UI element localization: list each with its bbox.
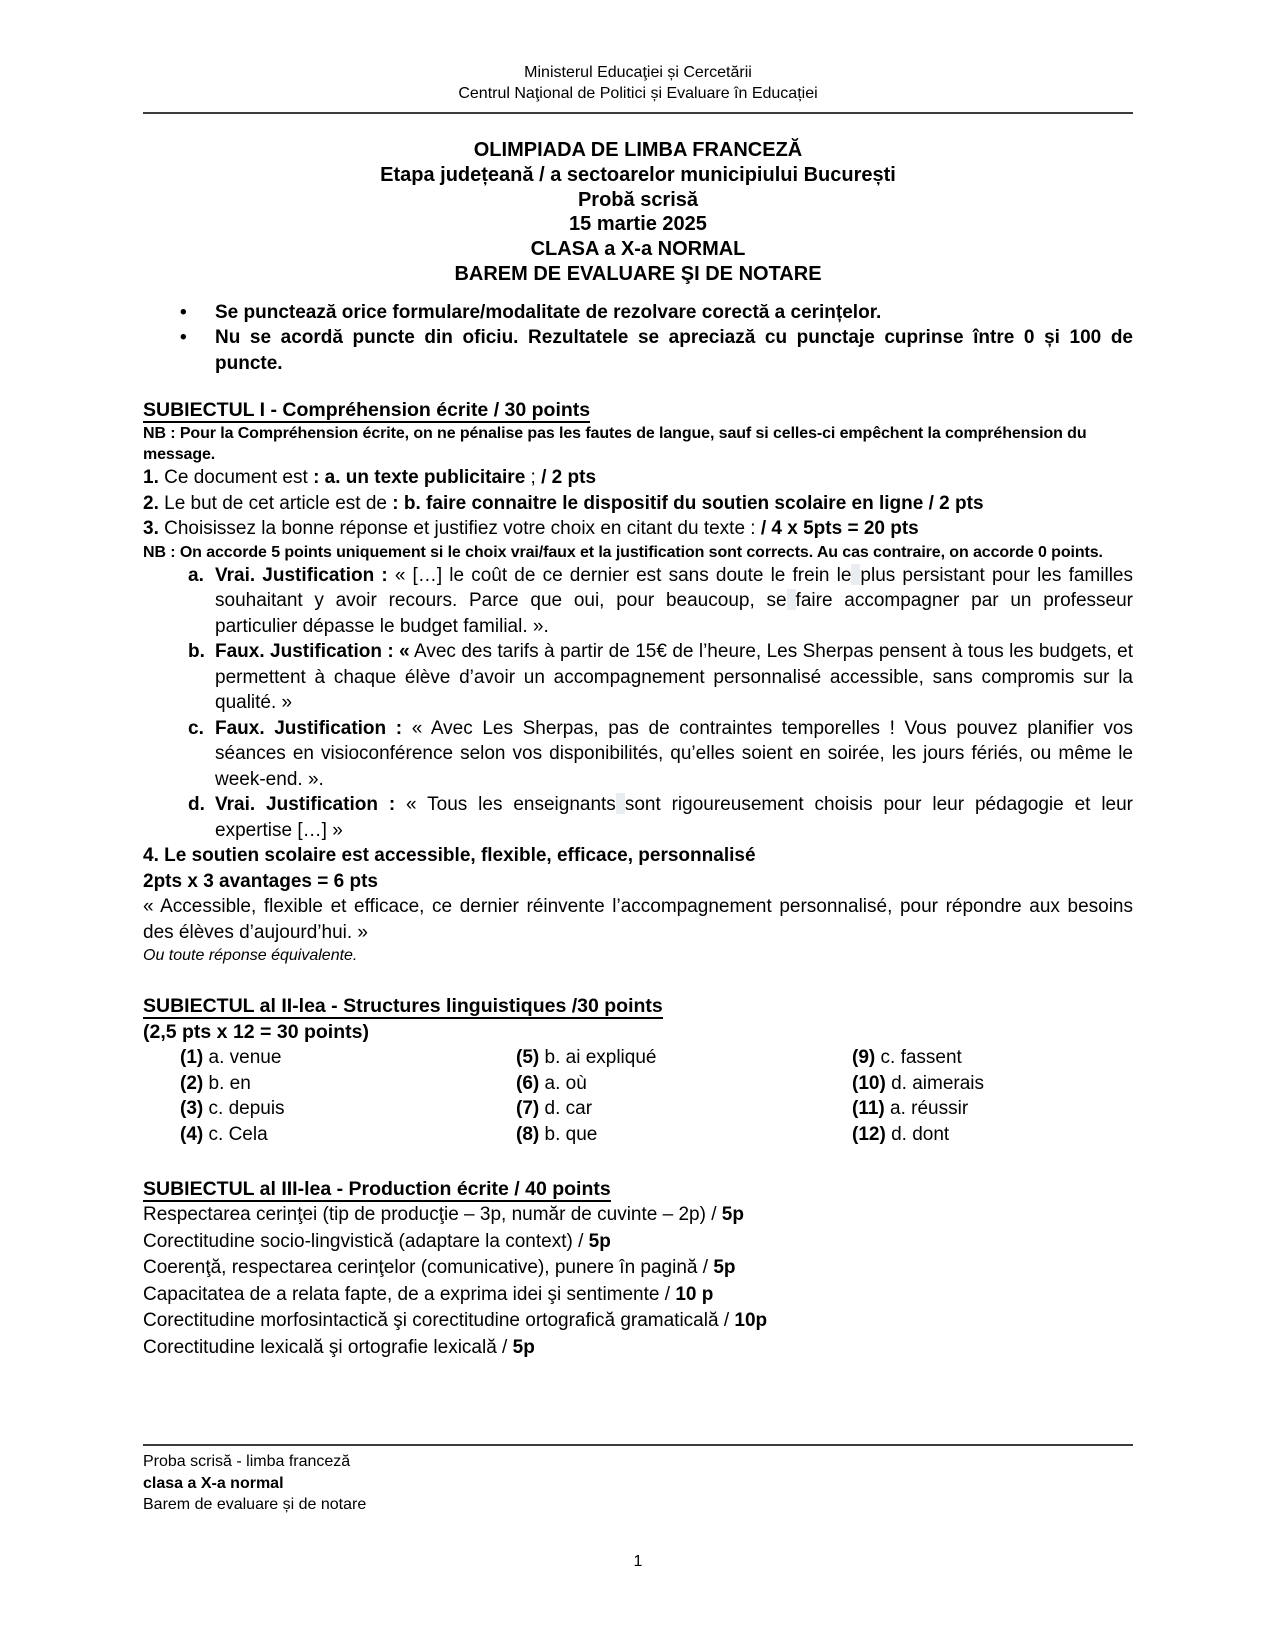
q2-number: 2. [143,492,159,514]
item-a-quote-2: plus persistant pour les familles souhaitant y avoir recours. Parce que oui, pour beaucoup, se [215,564,1133,612]
q1-points: / 2 pts [541,467,597,489]
answer-cell-6: (6) a. où [516,1072,587,1094]
item-b-verdict: Faux. Justification : « [215,641,410,663]
item-a-marker: a. [188,564,204,586]
justification-item-b [143,639,1133,716]
ministry-line-1: Ministerul Educaţiei și Cercetării [524,64,752,81]
justification-item-a [143,563,1133,640]
subject1-q3 [143,516,1133,542]
answer-cell-9: (9) c. fassent [852,1047,962,1069]
footer-line-1: Proba scrisă - limba franceză [143,1453,351,1470]
subject1-heading: SUBIECTUL I - Compréhension écrite / 30 points [143,399,591,422]
subject1-q4-note: Ou toute réponse équivalente. [143,947,358,965]
subject1-nb1: NB : Pour la Compréhension écrite, on ne pénalise pas les fautes de langue, sauf si celles-ci empêchent la compréhension du message. [143,425,1087,464]
rule-text-1: Se punctează orice formulare/modalitate de rezolvare corectă a cerințelor. [215,301,882,323]
item-a-body [215,563,1133,640]
subject1-q2 [143,491,1133,517]
subject1-nb2: NB : On accorde 5 points uniquement si le choix vrai/faux et la justification sont corrects. Au cas contraire, on accorde 0 points. [143,543,1103,561]
answer-cell-5: (5) b. ai expliqué [516,1047,657,1069]
page-footer [143,1444,1133,1516]
page-number: 1 [633,1553,643,1570]
answer-cell-2: (2) b. en [180,1072,251,1094]
title-block [143,138,1133,287]
ministry-header [143,62,1133,104]
highlight-mark [787,589,796,610]
answer-cell-12: (12) d. dont [852,1123,950,1145]
answer-cell-11: (11) a. réussir [852,1098,969,1120]
title-stage: Etapa județeană / a sectoarelor municipiului București [380,163,896,186]
answer-cell-1: (1) a. venue [180,1047,282,1069]
item-b-marker: b. [188,641,205,663]
item-c-verdict: Faux. Justification : [215,717,403,739]
criterion-1: Respectarea cerinţei (tip de producţie – 3p, număr de cuvinte – 2p) / 5p [143,1204,744,1226]
q1-separator: ; [525,467,542,489]
rule-bullet-1 [143,300,1133,326]
item-d-body [215,792,1133,843]
item-a-verdict: Vrai. Justification : [215,564,388,586]
subject1-q4-points: 2pts x 3 avantages = 6 pts [143,870,378,892]
subject2-subheading: (2,5 pts x 12 = 30 points) [143,1021,369,1044]
subject1-q1 [143,465,1133,491]
q2-stem: Le but de cet article est de [158,492,393,514]
item-c-quote: « Avec Les Sherpas, pas de contraintes temporelles ! Vous pouvez planifier vos séances en visioconférence selon vos disponibilités, qu’elles soient en soirée, les jours fériés, ou même le week-end. ». [215,717,1134,790]
footer-line-2: clasa a X-a normal [143,1474,284,1492]
criterion-5: Corectitudine morfosintactică şi corectitudine ortografică gramaticală / 10p [143,1310,768,1332]
criterion-3: Coerenţă, respectarea cerinţelor (comunicative), punere în pagină / 5p [143,1257,736,1279]
rule-text-2: Nu se acordă puncte din oficiu. Rezultatele se apreciază cu punctaje cuprinse între 0 și 100 de puncte. [215,327,1133,374]
subject3-heading: SUBIECTUL al III-lea - Production écrite / 40 points [143,1178,611,1201]
q1-number: 1. [143,467,159,489]
title-proba: Probă scrisă [577,188,699,211]
answer-cell-3: (3) c. depuis [180,1098,285,1120]
bullet-icon: • [180,301,187,323]
item-c-body [215,716,1133,793]
q2-answer: : b. faire connaitre le dispositif du soutien scolaire en ligne / 2 pts [392,492,984,514]
rule-bullet-2 [143,325,1133,376]
subject2-answers-grid [180,1047,1133,1149]
title-barem: BAREM DE EVALUARE ŞI DE NOTARE [454,262,822,285]
criterion-6: Corectitudine lexicală şi ortografie lexicală / 5p [143,1336,535,1358]
subject1-q4-statement: 4. Le soutien scolaire est accessible, flexible, efficace, personnalisé [143,845,756,867]
header-rule [143,112,1133,114]
criterion-2: Corectitudine socio-lingvistică (adaptare la context) / 5p [143,1230,611,1252]
item-d-quote-2: sont rigoureusement choisis pour leur pédagogie et leur expertise […] » [215,794,1134,841]
ministry-line-2: Centrul Naţional de Politici și Evaluare în Educației [458,85,818,102]
footer-line-3: Barem de evaluare și de notare [143,1496,367,1513]
item-d-marker: d. [188,794,205,816]
bullet-icon: • [180,327,187,349]
title-olympiad: OLIMPIADA DE LIMBA FRANCEZĂ [473,139,803,161]
q3-stem: Choisissez la bonne réponse et justifiez votre choix en citant du texte : [158,518,761,540]
title-date: 15 martie 2025 [569,213,707,236]
justification-item-d [143,792,1133,843]
item-d-verdict: Vrai. Justification : [215,794,396,816]
criterion-4: Capacitatea de a relata fapte, de a exprima idei şi sentimente / 10 p [143,1283,714,1305]
answer-cell-10: (10) d. aimerais [852,1072,984,1094]
title-class: CLASA a X-a NORMAL [530,238,746,261]
q1-answer: : a. un texte publicitaire [313,467,526,489]
general-rules [143,300,1133,377]
item-b-body [215,639,1133,716]
item-d-quote-1: « Tous les enseignants [395,794,616,816]
item-a-quote-1: « […] le coût de ce dernier est sans doute le frein le [387,564,852,586]
justification-item-c [143,716,1133,793]
highlight-mark [616,793,625,814]
q3-number: 3. [143,518,159,540]
answer-cell-8: (8) b. que [516,1123,598,1145]
answer-cell-4: (4) c. Cela [180,1123,268,1145]
item-a-quote-3: faire accompagner par un professeur particulier dépasse le budget familial. ». [215,590,1133,637]
subject1-q4-quote: « Accessible, flexible et efficace, ce dernier réinvente l’accompagnement personnalisé, pour répondre aux besoins des élèves d’aujourd’hui. » [143,896,1133,943]
item-c-marker: c. [188,717,204,739]
subject2-heading: SUBIECTUL al II-lea - Structures linguistiques /30 points [143,995,663,1018]
answer-cell-7: (7) d. car [516,1098,593,1120]
q3-points: / 4 x 5pts = 20 pts [760,518,919,540]
item-b-quote: Avec des tarifs à partir de 15€ de l’heure, Les Sherpas pensent à tous les budgets, et permettent à chaque élève d’avoir un accompagnement personnalisé accessible, sans compromis sur la qualité. » [215,641,1133,714]
q1-stem: Ce document est [158,467,314,489]
